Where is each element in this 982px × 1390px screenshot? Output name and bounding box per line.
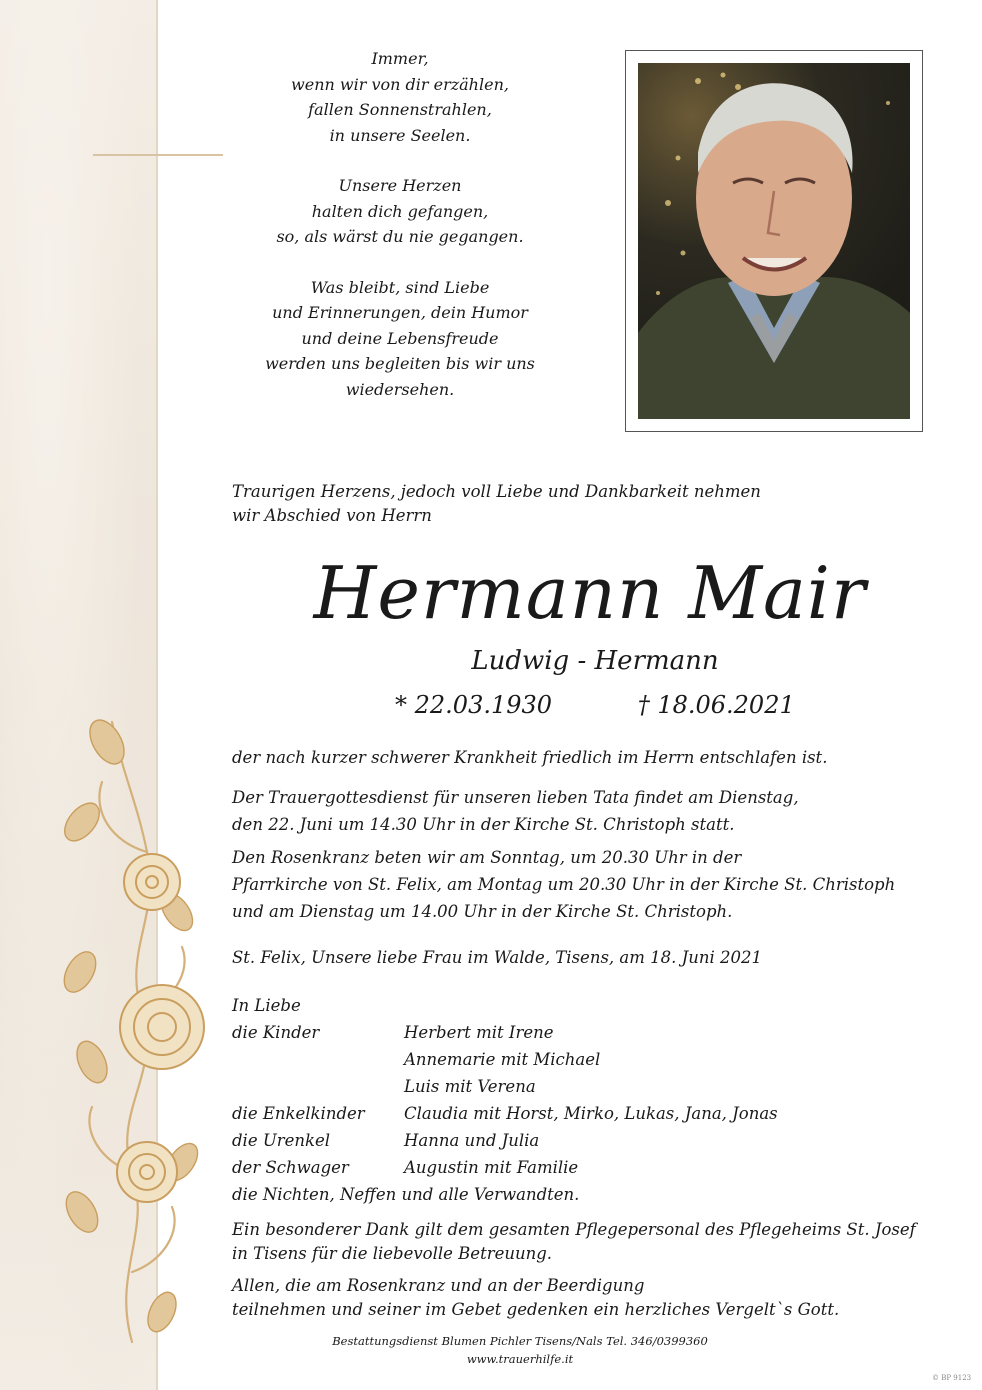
poem-stanza	[230, 173, 570, 250]
mourner-role	[232, 1046, 404, 1073]
death-date: † 18.06.2021	[637, 691, 795, 719]
acknowledgements	[232, 1218, 972, 1322]
poem-line: wiedersehen.	[345, 379, 455, 399]
poem-stanza	[230, 46, 570, 148]
place-and-date	[232, 944, 952, 971]
deceased-name: Hermann Mair	[313, 551, 867, 635]
thanks-line: Ein besonderer Dank gilt dem gesamten Pflegepersonal des Pflegeheims St. Josef	[232, 1220, 916, 1239]
service-line: Der Trauergottesdienst für unseren lieben Tata findet am Dienstag,	[232, 788, 799, 807]
mourner-names: Luis mit Verena	[404, 1077, 536, 1096]
mourner-names: Hanna und Julia	[404, 1131, 540, 1150]
mourner-role: In Liebe	[232, 996, 301, 1015]
mourner-row	[232, 1073, 952, 1100]
mourner-names: Herbert mit Irene	[404, 1023, 554, 1042]
rosary-info	[232, 844, 952, 925]
poem-line: Immer,	[371, 49, 429, 68]
mourner-names: Augustin mit Familie	[404, 1158, 579, 1177]
poem-line: werden uns begleiten bis wir uns	[265, 354, 535, 373]
service-line: den 22. Juni um 14.30 Uhr in der Kirche St. Christoph statt.	[232, 815, 735, 834]
deceased-alias: Ludwig - Hermann	[471, 646, 719, 676]
intro-line: Traurigen Herzens, jedoch voll Liebe und Dankbarkeit nehmen	[232, 482, 761, 501]
mourner-row	[232, 1154, 952, 1181]
poem-line: Was bleibt, sind Liebe	[310, 277, 490, 297]
poem-line: fallen Sonnenstrahlen,	[308, 100, 492, 119]
thanks-line: Allen, die am Rosenkranz und an der Beerdigung	[232, 1276, 645, 1295]
mourner-role: die Urenkel	[232, 1131, 331, 1150]
life-dates	[395, 688, 895, 722]
birth-date: * 22.03.1930	[395, 691, 553, 719]
thanks-line: teilnehmen und seiner im Gebet gedenken ein herzliches Vergelt`s Gott.	[232, 1300, 840, 1319]
mourner-row	[232, 992, 952, 1019]
mourner-row	[232, 1181, 952, 1208]
mourner-role: der Schwager	[232, 1158, 349, 1177]
mourner-role: die Enkelkinder	[232, 1104, 365, 1123]
funeral-home-footer	[330, 1332, 710, 1368]
rosary-line: und am Dienstag um 14.00 Uhr in der Kirche St. Christoph.	[232, 902, 733, 921]
intro-text	[232, 480, 932, 528]
poem-line: wenn wir von dir erzählen,	[291, 74, 509, 94]
mourner-row	[232, 1046, 952, 1073]
mourner-row	[232, 1127, 952, 1154]
thanks-line: in Tisens für die liebevolle Betreuung.	[232, 1244, 553, 1263]
gold-divider-line	[93, 154, 223, 156]
rosary-line: Den Rosenkranz beten wir am Sonntag, um 20.30 Uhr in der	[232, 848, 742, 867]
mourners-list	[232, 992, 952, 1208]
poem-line: Unsere Herzen	[338, 176, 462, 195]
mourner-names: Claudia mit Horst, Mirko, Lukas, Jana, Jonas	[404, 1104, 778, 1123]
portrait-illustration	[638, 63, 910, 419]
website-link[interactable]: www.trauerhilfe.it	[466, 1352, 574, 1366]
mourner-row	[232, 1100, 952, 1127]
mourner-names: Annemarie mit Michael	[404, 1050, 601, 1069]
rose-vine-ornament	[52, 712, 212, 1352]
mourner-role: die Nichten, Neffen und alle Verwandten.	[232, 1185, 580, 1204]
mourner-role	[232, 1073, 404, 1100]
mourner-row	[232, 1019, 952, 1046]
intro-line: wir Abschied von Herrn	[232, 506, 432, 525]
funeral-home-contact: Bestattungsdienst Blumen Pichler Tisens/Nals Tel. 346/0399360	[332, 1334, 708, 1348]
funeral-service-info	[232, 784, 952, 838]
death-statement	[232, 744, 952, 771]
portrait-photo	[638, 63, 910, 419]
rosary-line: Pfarrkirche von St. Felix, am Montag um 20.30 Uhr in der Kirche St. Christoph	[232, 875, 896, 894]
poem-line: und deine Lebensfreude	[301, 328, 499, 348]
poem-line: halten dich gefangen,	[311, 201, 489, 221]
portrait-frame	[625, 50, 923, 432]
mourner-role: die Kinder	[232, 1023, 320, 1042]
poem-stanza	[230, 275, 570, 403]
poem-line: so, als wärst du nie gegangen.	[276, 227, 524, 246]
poem	[230, 46, 570, 427]
poem-line: in unsere Seelen.	[329, 125, 471, 145]
template-code: © BP 9123	[932, 1374, 972, 1382]
death-statement-line: der nach kurzer schwerer Krankheit friedlich im Herrn entschlafen ist.	[232, 748, 828, 767]
poem-line: und Erinnerungen, dein Humor	[272, 303, 528, 322]
place-date-line: St. Felix, Unsere liebe Frau im Walde, Tisens, am 18. Juni 2021	[232, 948, 762, 967]
